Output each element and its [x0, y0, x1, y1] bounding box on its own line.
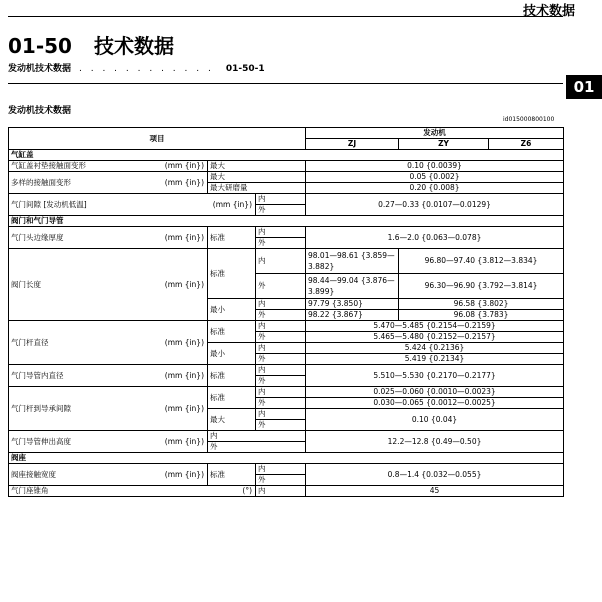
row-qualifier: 最大 — [208, 409, 256, 431]
section-rule — [8, 83, 563, 84]
row-qualifier: 外 — [256, 238, 306, 249]
row-qualifier: 标准 — [208, 387, 256, 409]
row-qualifier: 标准 — [208, 321, 256, 343]
row-qualifier: 内 — [256, 409, 306, 420]
row-qualifier: 外 — [256, 274, 306, 299]
row-qualifier: 外 — [256, 205, 306, 216]
row-qualifier: 内 — [256, 343, 306, 354]
table-row — [9, 365, 564, 376]
row-unit: (mm {in}) — [156, 464, 208, 486]
row-unit: (mm {in}) — [156, 249, 208, 321]
row-value: 5.419 {0.2134} — [306, 354, 564, 365]
row-label: 气门间隙 [发动机低温] — [9, 194, 208, 216]
row-value: 5.510—5.530 {0.2170—0.2177} — [306, 365, 564, 387]
row-qualifier: 标准 — [208, 249, 256, 299]
row-label: 阀座接触宽度 — [9, 464, 156, 486]
spec-table — [8, 127, 564, 497]
row-label: 气门导管内直径 — [9, 365, 156, 387]
row-value-zj: 98.22 {3.867} — [306, 310, 399, 321]
row-qualifier: 内 — [256, 249, 306, 274]
row-unit: (mm {in}) — [156, 387, 208, 431]
row-value: 45 — [306, 486, 564, 497]
row-qualifier: 外 — [256, 354, 306, 365]
row-value: 0.025—0.060 {0.0010—0.0023} — [306, 387, 564, 398]
table-row — [9, 486, 564, 497]
chapter-title: 技术数据 — [93, 34, 174, 58]
group-seat: 阀座 — [9, 453, 564, 464]
chapter-heading — [8, 30, 174, 59]
row-value: 96.80—97.40 {3.812—3.834} — [399, 249, 564, 274]
row-unit: (mm {in}) — [156, 431, 208, 453]
row-qualifier: 内 — [256, 321, 306, 332]
row-label: 气门头边缘厚度 — [9, 227, 156, 249]
row-qualifier: 标准 — [208, 227, 256, 249]
page-header-title: 技术数据 — [522, 4, 575, 19]
row-label: 阀门长度 — [9, 249, 156, 321]
row-unit: (mm {in}) — [208, 194, 256, 216]
row-value: 96.30—96.90 {3.792—3.814} — [399, 274, 564, 299]
toc-entry[interactable] — [8, 61, 265, 74]
group-cylinder-head: 气缸盖 — [9, 150, 564, 161]
row-qualifier: 内 — [256, 486, 306, 497]
row-qualifier: 内 — [256, 227, 306, 238]
header-engine: 发动机 — [306, 128, 564, 139]
row-value: 5.465—5.480 {0.2152—0.2157} — [306, 332, 564, 343]
row-unit: (mm {in}) — [156, 172, 208, 194]
row-qualifier: 最小 — [208, 299, 256, 321]
row-qualifier: 外 — [256, 398, 306, 409]
chapter-tab: 01 — [566, 75, 602, 99]
row-qualifier: 内 — [256, 194, 306, 205]
row-value: 0.10 {0.0039} — [306, 161, 564, 172]
row-value: 96.08 {3.783} — [399, 310, 564, 321]
group-row — [9, 453, 564, 464]
toc-dots: . . . . . . . . . . . . — [79, 64, 214, 74]
row-value: 0.030—0.065 {0.0012—0.0025} — [306, 398, 564, 409]
table-row — [9, 387, 564, 398]
row-label: 气缸盖衬垫接触面变形 — [9, 161, 156, 172]
row-qualifier: 最大研磨量 — [208, 183, 306, 194]
table-row — [9, 227, 564, 238]
group-valve: 阀门和气门导管 — [9, 216, 564, 227]
row-value: 0.8—1.4 {0.032—0.055} — [306, 464, 564, 486]
table-row — [9, 161, 564, 172]
row-value-zj: 97.79 {3.850} — [306, 299, 399, 310]
header-zy: ZY — [399, 139, 489, 150]
toc-label: 发动机技术数据 — [8, 64, 72, 74]
row-label: 气门座锥角 — [9, 486, 156, 497]
row-qualifier: 标准 — [208, 365, 256, 387]
row-qualifier: 最大 — [208, 161, 306, 172]
row-value-zj: 98.01—98.61 {3.859—3.882} — [306, 249, 399, 274]
toc-page: 01-50-1 — [225, 64, 265, 74]
header-rule — [8, 16, 563, 17]
row-value-zj: 98.44—99.04 {3.876—3.899} — [306, 274, 399, 299]
header-zj: ZJ — [306, 139, 399, 150]
section-title: 发动机技术数据 — [8, 106, 72, 116]
row-label: 多样的接触面变形 — [9, 172, 156, 194]
row-unit: (°) — [156, 486, 256, 497]
row-unit: (mm {in}) — [156, 321, 208, 365]
row-qualifier: 外 — [256, 310, 306, 321]
table-row — [9, 321, 564, 332]
table-row — [9, 172, 564, 183]
table-row — [9, 249, 564, 274]
row-qualifier: 内 — [208, 431, 306, 442]
row-unit: (mm {in}) — [156, 365, 208, 387]
row-qualifier: 最小 — [208, 343, 256, 365]
row-unit: (mm {in}) — [156, 227, 208, 249]
row-qualifier: 外 — [256, 420, 306, 431]
chapter-number: 01-50 — [8, 34, 72, 58]
row-qualifier: 最大 — [208, 172, 306, 183]
row-qualifier: 内 — [256, 365, 306, 376]
row-qualifier: 外 — [256, 332, 306, 343]
row-qualifier: 内 — [256, 299, 306, 310]
row-unit: (mm {in}) — [156, 161, 208, 172]
doc-id: id015000800100 — [503, 116, 555, 123]
row-label: 气门杆到导承间隙 — [9, 387, 156, 431]
row-qualifier: 内 — [256, 387, 306, 398]
row-qualifier: 外 — [208, 442, 306, 453]
table-row — [9, 194, 564, 205]
row-label: 气门导管伸出高度 — [9, 431, 156, 453]
row-qualifier: 外 — [256, 475, 306, 486]
table-row — [9, 464, 564, 475]
row-qualifier: 标准 — [208, 464, 256, 486]
table-header-row — [9, 128, 564, 139]
header-z6: Z6 — [489, 139, 564, 150]
row-value: 1.6—2.0 {0.063—0.078} — [306, 227, 564, 249]
row-qualifier: 外 — [256, 376, 306, 387]
row-value: 0.20 {0.008} — [306, 183, 564, 194]
row-value: 0.05 {0.002} — [306, 172, 564, 183]
group-row — [9, 216, 564, 227]
table-row — [9, 431, 564, 442]
row-value: 0.27—0.33 {0.0107—0.0129} — [306, 194, 564, 216]
row-value: 12.2—12.8 {0.49—0.50} — [306, 431, 564, 453]
row-label: 气门杆直径 — [9, 321, 156, 365]
row-value: 5.470—5.485 {0.2154—0.2159} — [306, 321, 564, 332]
header-item: 项目 — [9, 128, 306, 150]
group-row — [9, 150, 564, 161]
row-value: 5.424 {0.2136} — [306, 343, 564, 354]
row-value: 96.58 {3.802} — [399, 299, 564, 310]
row-qualifier: 内 — [256, 464, 306, 475]
row-value: 0.10 {0.04} — [306, 409, 564, 431]
